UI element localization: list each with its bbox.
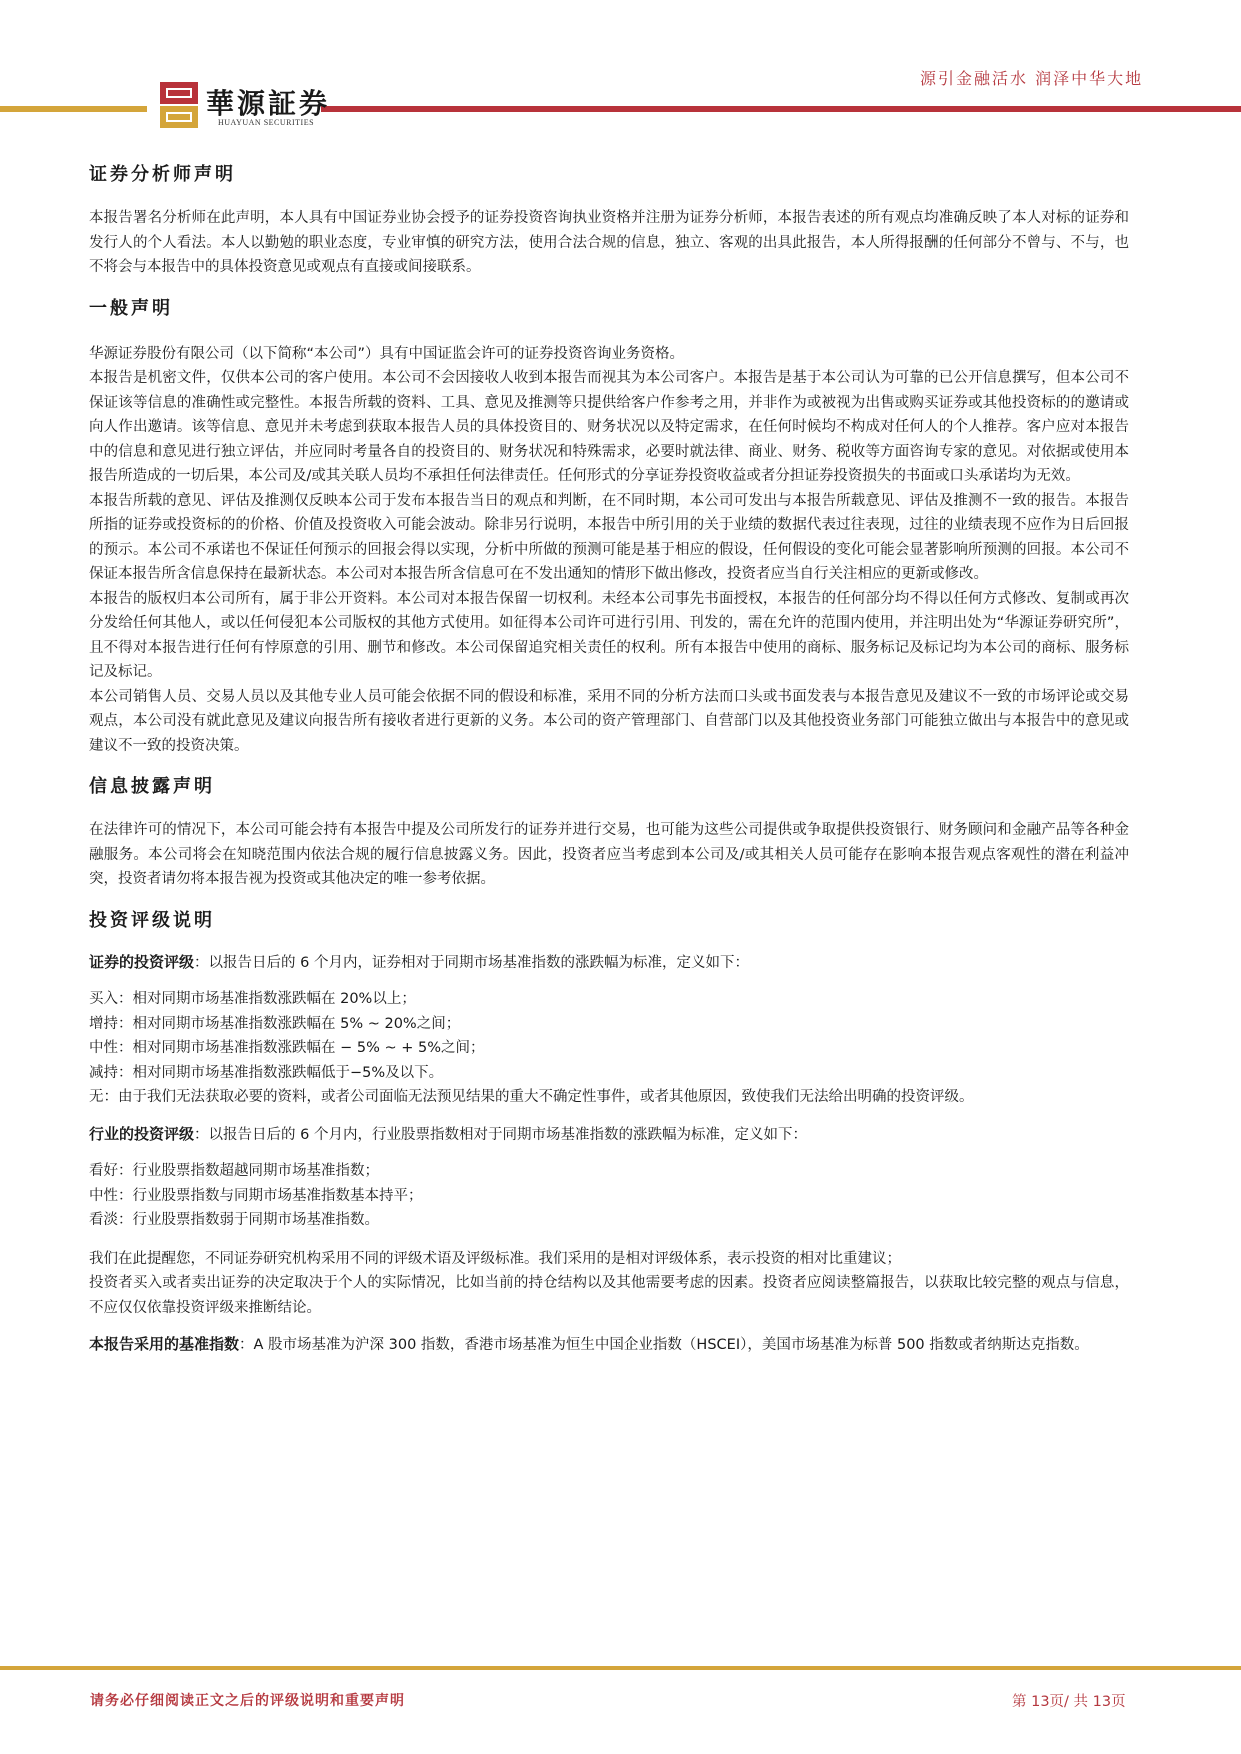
analyst-paragraph: 本报告署名分析师在此声明，本人具有中国证券业协会授予的证券投资咨询执业资格并注册为证券分析师，本报告表述的所有观点均准确反映了本人对标的证券和发行人的个人看法。本人以勤勉的职业态度，专业审慎的研究方法，使用合法合规的信息，独立、客观的出具此报告，本人所得报酬的任何部分不曾与、不与，也不将会与本报告中的具体投资意见或观点有直接或间接联系。 (89, 210, 1129, 275)
industry-rating-item: 看淡：行业股票指数弱于同期市场基准指数。 (89, 1212, 379, 1228)
page-number: 第 13页/ 共 13页 (1012, 1694, 1126, 1710)
stock-rating-item: 增持：相对同期市场基准指数涨跌幅在 5% ~ 20%之间； (89, 1015, 461, 1032)
stock-rating-intro (89, 950, 1129, 976)
reminder-paragraph: 投资者买入或者卖出证券的决定取决于个人的实际情况，比如当前的持仓结构以及其他需要考虑的因素。投资者应阅读整篇报告，以获取比较完整的观点与信息，不应仅仅依靠投资评级来推断结论。 (89, 1275, 1129, 1316)
stock-rating-text: ：以报告日后的 6 个月内，证券相对于同期市场基准指数的涨跌幅为标准，定义如下： (194, 954, 749, 971)
industry-rating-intro (89, 1122, 1129, 1148)
header-red-bar (321, 106, 1241, 112)
general-paragraph: 本报告是机密文件，仅供本公司的客户使用。本公司不会因接收人收到本报告而视其为本公司客户。本报告是基于本公司认为可靠的已公开信息撰写，但本公司不保证该等信息的准确性或完整性。本报告所载的资料、工具、意见及推测等只提供给客户作参考之用，并非作为或被视为出售或购买证券或其他投资标的的邀请或向人作出邀请。该等信息、意见并未考虑到获取本报告人员的具体投资目的、财务状况以及特定需求，在任何时候均不构成对任何人的个人推荐。客户应对本报告中的信息和意见进行独立评估，并应同时考量各自的投资目的、财务状况和特殊需求，必要时就法律、商业、财务、税收等方面咨询专家的意见。对依据或使用本报告所造成的一切后果，本公司及/或其关联人员均不承担任何法律责任。任何形式的分享证券投资收益或者分担证券投资损失的书面或口头承诺均为无效。 (89, 370, 1129, 484)
stock-rating-item: 减持：相对同期市场基准指数涨跌幅低于−5%及以下。 (89, 1064, 444, 1081)
section-title-disclosure: 信息披露声明 (89, 776, 215, 797)
header-gold-bar (0, 106, 147, 112)
disclosure-paragraph: 在法律许可的情况下，本公司可能会持有本报告中提及公司所发行的证券并进行交易，也可能为这些公司提供或争取提供投资银行、财务顾问和金融产品等各种金融服务。本公司将会在知晓范围内依法合规的履行信息披露义务。因此，投资者应当考虑到本公司及/或其相关人员可能存在影响本报告观点客观性的潜在利益冲突，投资者请勿将本报告视为投资或其他决定的唯一参考依据。 (89, 822, 1129, 887)
logo-en-text: HUAYUAN SECURITIES (218, 118, 315, 127)
logo-cn-text: 華源証券 (206, 87, 331, 120)
general-paragraph: 华源证券股份有限公司（以下简称“本公司”）具有中国证监会许可的证券投资咨询业务资格。 (89, 345, 685, 362)
industry-rating-item: 看好：行业股票指数超越同期市场基准指数； (89, 1163, 379, 1179)
section-title-analyst: 证券分析师声明 (89, 164, 236, 185)
logo-mark-icon (160, 82, 198, 128)
benchmark-text: ：A 股市场基准为沪深 300 指数，香港市场基准为恒生中国企业指数（HSCEI），美国市场基准为标普 500 指数或者纳斯达克指数。 (239, 1337, 1089, 1353)
section-title-rating: 投资评级说明 (89, 909, 215, 931)
stock-rating-item: 中性：相对同期市场基准指数涨跌幅在 − 5% ~ + 5%之间； (89, 1040, 485, 1056)
stock-rating-lead: 证券的投资评级 (89, 952, 195, 971)
general-paragraph: 本报告的版权归本公司所有，属于非公开资料。本公司对本报告保留一切权利。未经本公司事先书面授权，本报告的任何部分均不得以任何方式修改、复制或再次分发给任何其他人，或以任何侵犯本公司版权的其他方式使用。如征得本公司许可进行引用、刊发的，需在允许的范围内使用，并注明出处为“华源证券研究所”，且不得对本报告进行任何有悖原意的引用、删节和修改。本公司保留追究相关责任的权利。所有本报告中使用的商标、服务标记及标记均为本公司的商标、服务标记及标记。 (89, 590, 1129, 680)
general-paragraph: 本报告所载的意见、评估及推测仅反映本公司于发布本报告当日的观点和判断，在不同时期，本公司可发出与本报告所载意见、评估及推测不一致的报告。本报告所指的证券或投资标的的价格、价值及投资收入可能会波动。除非另行说明，本报告中所引用的关于业绩的数据代表过往表现，过往的业绩表现不应作为日后回报的预示。本公司不承诺也不保证任何预示的回报会得以实现，分析中所做的预测可能是基于相应的假设，任何假设的变化可能会显著影响所预测的回报。本公司不保证本报告所含信息保持在最新状态。本公司对本报告所含信息可在不发出通知的情形下做出修改，投资者应当自行关注相应的更新或修改。 (89, 492, 1129, 582)
footer-gold-line (0, 1666, 1241, 1670)
stock-rating-item: 买入：相对同期市场基准指数涨跌幅在 20%以上； (89, 991, 416, 1007)
reminder-paragraph: 我们在此提醒您，不同证券研究机构采用不同的评级术语及评级标准。我们采用的是相对评级体系，表示投资的相对比重建议； (89, 1250, 901, 1267)
industry-rating-item: 中性：行业股票指数与同期市场基准指数基本持平； (89, 1187, 423, 1204)
industry-rating-text: ：以报告日后的 6 个月内，行业股票指数相对于同期市场基准指数的涨跌幅为标准，定义如下： (194, 1126, 807, 1143)
section-title-general: 一般声明 (89, 297, 173, 319)
document-body (89, 152, 1129, 1358)
slogan: 源引金融活水 润泽中华大地 (920, 69, 1144, 88)
general-paragraph: 本公司销售人员、交易人员以及其他专业人员可能会依据不同的假设和标准，采用不同的分析方法而口头或书面发表与本报告意见及建议不一致的市场评论或交易观点，本公司没有就此意见及建议向报告所有接收者进行更新的义务。本公司的资产管理部门、自营部门以及其他投资业务部门可能独立做出与本报告中的意见或建议不一致的投资决策。 (89, 688, 1129, 754)
footer-notice: 请务必仔细阅读正文之后的评级说明和重要声明 (90, 1693, 405, 1709)
benchmark-lead: 本报告采用的基准指数 (89, 1335, 240, 1353)
stock-rating-item: 无：由于我们无法获取必要的资料，或者公司面临无法预见结果的重大不确定性事件，或者其他原因，致使我们无法给出明确的投资评级。 (89, 1089, 974, 1105)
company-logo (160, 82, 370, 132)
industry-rating-lead: 行业的投资评级 (89, 1124, 195, 1143)
benchmark-paragraph (89, 1332, 1129, 1358)
page-header (0, 0, 1241, 140)
